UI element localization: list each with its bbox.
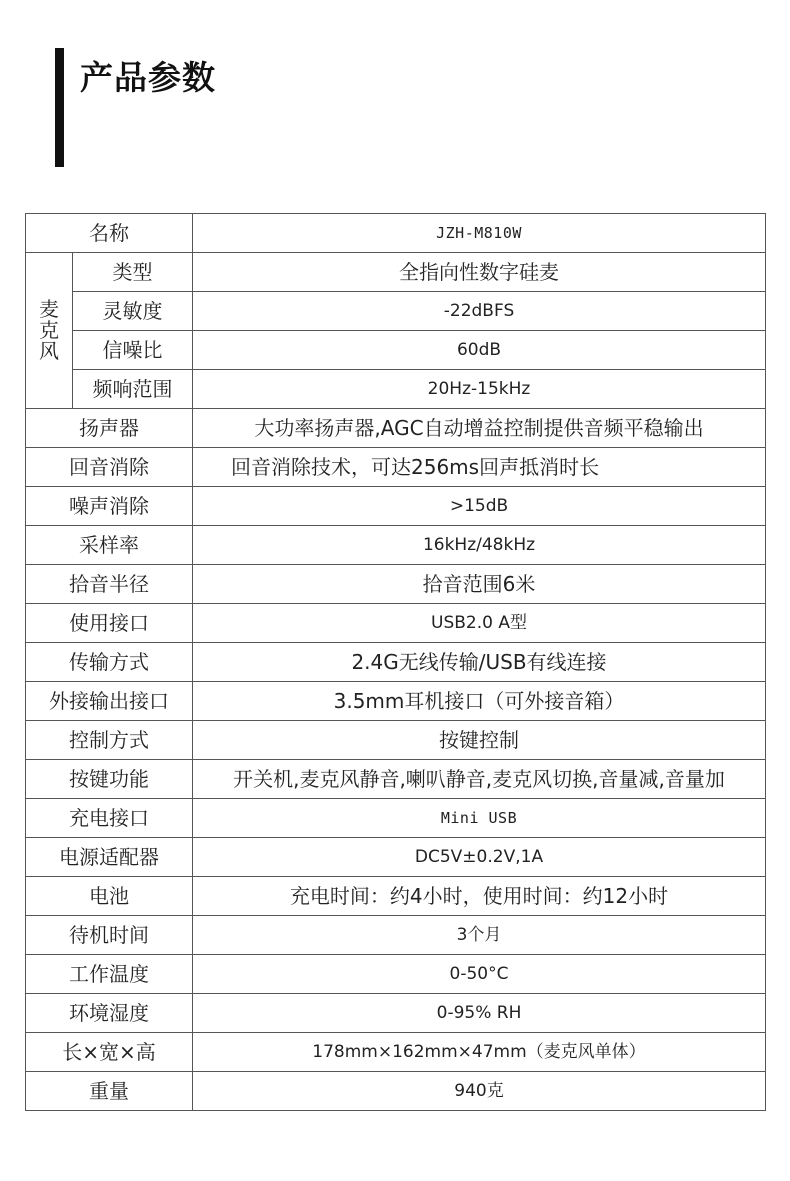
spec-value: 回音消除技术，可达256ms回声抵消时长	[193, 448, 766, 487]
spec-value: 3.5mm耳机接口（可外接音箱）	[193, 682, 766, 721]
spec-value: 60dB	[193, 331, 766, 370]
table-row	[26, 955, 766, 994]
table-row	[26, 1072, 766, 1111]
page-title: 产品参数	[80, 58, 216, 97]
title-accent-bar	[55, 48, 64, 167]
spec-value: 大功率扬声器,AGC自动增益控制提供音频平稳输出	[193, 409, 766, 448]
table-row	[26, 1033, 766, 1072]
spec-value: 全指向性数字硅麦	[193, 253, 766, 292]
spec-label: 回音消除	[26, 448, 193, 487]
spec-value: 0-95% RH	[193, 994, 766, 1033]
spec-value: 0-50°C	[193, 955, 766, 994]
spec-value: 充电时间：约4小时，使用时间：约12小时	[193, 877, 766, 916]
table-row	[26, 214, 766, 253]
spec-label: 类型	[73, 253, 193, 292]
spec-value: 178mm×162mm×47mm（麦克风单体）	[193, 1033, 766, 1072]
spec-label: 重量	[26, 1072, 193, 1111]
spec-value: 16kHz/48kHz	[193, 526, 766, 565]
spec-value: 按键控制	[193, 721, 766, 760]
table-row	[26, 565, 766, 604]
spec-label: 控制方式	[26, 721, 193, 760]
table-row	[26, 448, 766, 487]
spec-label: 采样率	[26, 526, 193, 565]
spec-label: 电源适配器	[26, 838, 193, 877]
table-row	[26, 799, 766, 838]
spec-label: 传输方式	[26, 643, 193, 682]
spec-label: 环境湿度	[26, 994, 193, 1033]
spec-value: JZH-M810W	[193, 214, 766, 253]
table-row	[26, 604, 766, 643]
spec-label: 名称	[26, 214, 193, 253]
table-row	[26, 721, 766, 760]
table-row	[26, 331, 766, 370]
spec-label: 充电接口	[26, 799, 193, 838]
spec-label: 信噪比	[73, 331, 193, 370]
table-row	[26, 916, 766, 955]
spec-table	[25, 213, 766, 1111]
spec-label: 长×宽×高	[26, 1033, 193, 1072]
table-row	[26, 487, 766, 526]
table-row	[26, 838, 766, 877]
spec-value: 2.4G无线传输/USB有线连接	[193, 643, 766, 682]
table-row	[26, 760, 766, 799]
table-row	[26, 682, 766, 721]
spec-value: USB2.0 A型	[193, 604, 766, 643]
microphone-group-label: 麦克风	[26, 253, 73, 409]
spec-label: 拾音半径	[26, 565, 193, 604]
table-row	[26, 643, 766, 682]
spec-label: 噪声消除	[26, 487, 193, 526]
table-row	[26, 292, 766, 331]
spec-value: -22dBFS	[193, 292, 766, 331]
spec-label: 外接输出接口	[26, 682, 193, 721]
table-row	[26, 409, 766, 448]
spec-label: 按键功能	[26, 760, 193, 799]
table-row	[26, 526, 766, 565]
table-row	[26, 370, 766, 409]
spec-value: DC5V±0.2V,1A	[193, 838, 766, 877]
spec-value: 3个月	[193, 916, 766, 955]
table-row	[26, 994, 766, 1033]
table-row	[26, 877, 766, 916]
table-row	[26, 253, 766, 292]
spec-label: 电池	[26, 877, 193, 916]
spec-value: 开关机,麦克风静音,喇叭静音,麦克风切换,音量减,音量加	[193, 760, 766, 799]
spec-value: Mini USB	[193, 799, 766, 838]
spec-value: >15dB	[193, 487, 766, 526]
spec-label: 扬声器	[26, 409, 193, 448]
spec-value: 拾音范围6米	[193, 565, 766, 604]
spec-label: 待机时间	[26, 916, 193, 955]
spec-label: 工作温度	[26, 955, 193, 994]
spec-label: 灵敏度	[73, 292, 193, 331]
spec-label: 频响范围	[73, 370, 193, 409]
spec-label: 使用接口	[26, 604, 193, 643]
spec-value: 20Hz-15kHz	[193, 370, 766, 409]
spec-value: 940克	[193, 1072, 766, 1111]
